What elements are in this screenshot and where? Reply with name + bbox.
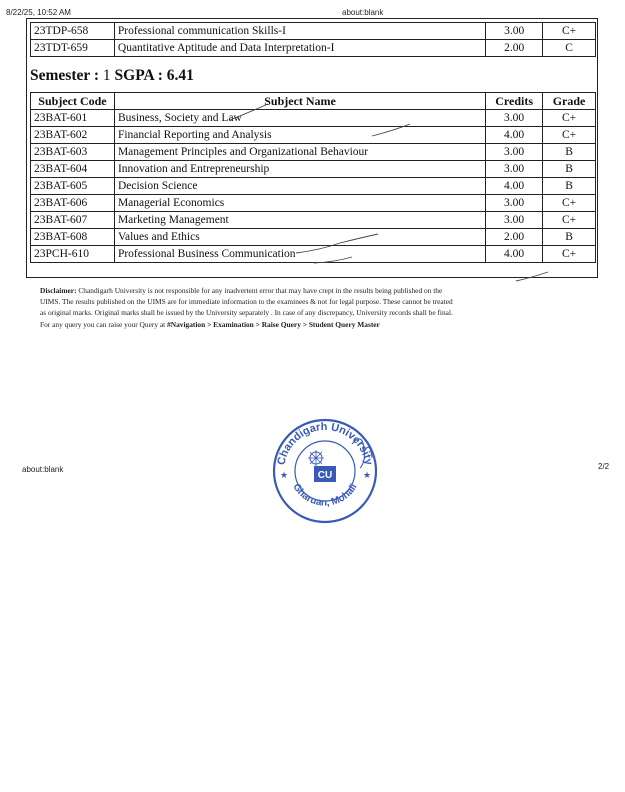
semester-number: 1 [102,67,111,84]
table-row [31,127,596,144]
subject-name-cell: Quantitative Aptitude and Data Interpretation-I [114,40,485,57]
subject-name-cell: Marketing Management [114,212,485,229]
table-row [31,195,596,212]
grade-cell: C+ [543,195,596,212]
subject-code-cell: 23BAT-605 [31,178,115,195]
subject-name-cell: Innovation and Entrepreneurship [114,161,485,178]
credits-cell: 3.00 [486,23,543,40]
disclaimer [40,285,600,330]
seal-logo-text: CU [317,470,333,481]
subject-name-cell: Managerial Economics [114,195,485,212]
table-row [31,246,596,263]
subject-name-cell: Financial Reporting and Analysis [114,127,485,144]
credits-cell: 3.00 [486,195,543,212]
print-datetime: 8/22/25, 10:52 AM [6,8,71,17]
subject-code-cell: 23PCH-610 [31,246,115,263]
grade-cell: B [543,229,596,246]
footer-page-number: 2/2 [598,462,610,471]
sgpa-label: SGPA : [114,67,167,84]
disclaimer-line2: UIMS. The results published on the UIMS are for immediate information to the examinees & not for legal purpose. These cannot be treated [40,297,453,307]
svg-text:★: ★ [280,470,289,480]
subject-name-cell: Professional communication Skills-I [114,23,485,40]
credits-cell: 4.00 [486,127,543,144]
subject-name-cell: Management Principles and Organizational Behaviour [114,144,485,161]
seal-top-text: Chandigarh University [275,420,375,467]
subject-code-cell: 23BAT-608 [31,229,115,246]
query-navigation-path: #Navigation > Examination > Raise Query > Student Query Master [167,319,380,329]
grade-cell: B [543,161,596,178]
subject-name-cell: Decision Science [114,178,485,195]
credits-cell: 2.00 [486,40,543,57]
seal-bottom-text: Gharuan, Mohali [290,481,360,509]
grade-cell: C+ [543,246,596,263]
university-seal [270,416,380,526]
table-row [31,144,596,161]
disclaimer-label: Disclaimer: [40,286,77,295]
subject-name-cell: Values and Ethics [114,229,485,246]
disclaimer-line1: Chandigarh University is not responsible for any inadvertent error that may have crept in the results being published on the [76,286,443,295]
semester-heading [30,67,194,85]
grade-cell: C+ [543,23,596,40]
footer-url: about:blank [22,465,64,474]
credits-cell: 3.00 [486,144,543,161]
subject-code-cell: 23BAT-607 [31,212,115,229]
subject-code-cell: 23BAT-604 [31,161,115,178]
grade-cell: B [543,178,596,195]
table-row [31,212,596,229]
credits-cell: 3.00 [486,212,543,229]
subject-name-cell: Professional Business Communication [114,246,485,263]
subject-code-cell: 23BAT-601 [31,110,115,127]
credits-cell: 4.00 [486,178,543,195]
col-credits: Credits [486,93,543,110]
subject-code-cell: 23BAT-602 [31,127,115,144]
sgpa-value: 6.41 [166,67,194,84]
table-row [31,110,596,127]
semester-results-table [30,92,596,263]
disclaimer-line4: For any query you can raise your Query at [40,319,168,329]
table-row [31,229,596,246]
previous-rows-table [30,22,596,57]
table-header-row [31,93,596,110]
table-row [31,23,596,40]
semester-label: Semester : [30,67,103,84]
grade-cell: C+ [543,127,596,144]
grade-cell: C+ [543,212,596,229]
subject-name-cell: Business, Society and Law [114,110,485,127]
grade-cell: C+ [543,110,596,127]
credits-cell: 2.00 [486,229,543,246]
credits-cell: 4.00 [486,246,543,263]
grade-cell: C [543,40,596,57]
subject-code-cell: 23BAT-606 [31,195,115,212]
table-row [31,178,596,195]
print-title: about:blank [342,8,384,17]
credits-cell: 3.00 [486,161,543,178]
subject-code-cell: 23BAT-603 [31,144,115,161]
grade-cell: B [543,144,596,161]
disclaimer-line3: as original marks. Original marks shall be issued by the University separately . In case of any discrepancy, University records shall be final. [40,308,453,318]
col-subject-code: Subject Code [31,93,115,110]
svg-text:★: ★ [363,470,372,480]
table-row [31,161,596,178]
table-row [31,40,596,57]
col-grade: Grade [543,93,596,110]
credits-cell: 3.00 [486,110,543,127]
subject-code-cell: 23TDP-658 [31,23,115,40]
col-subject-name: Subject Name [114,93,485,110]
subject-code-cell: 23TDT-659 [31,40,115,57]
seal-emblem [308,450,336,482]
